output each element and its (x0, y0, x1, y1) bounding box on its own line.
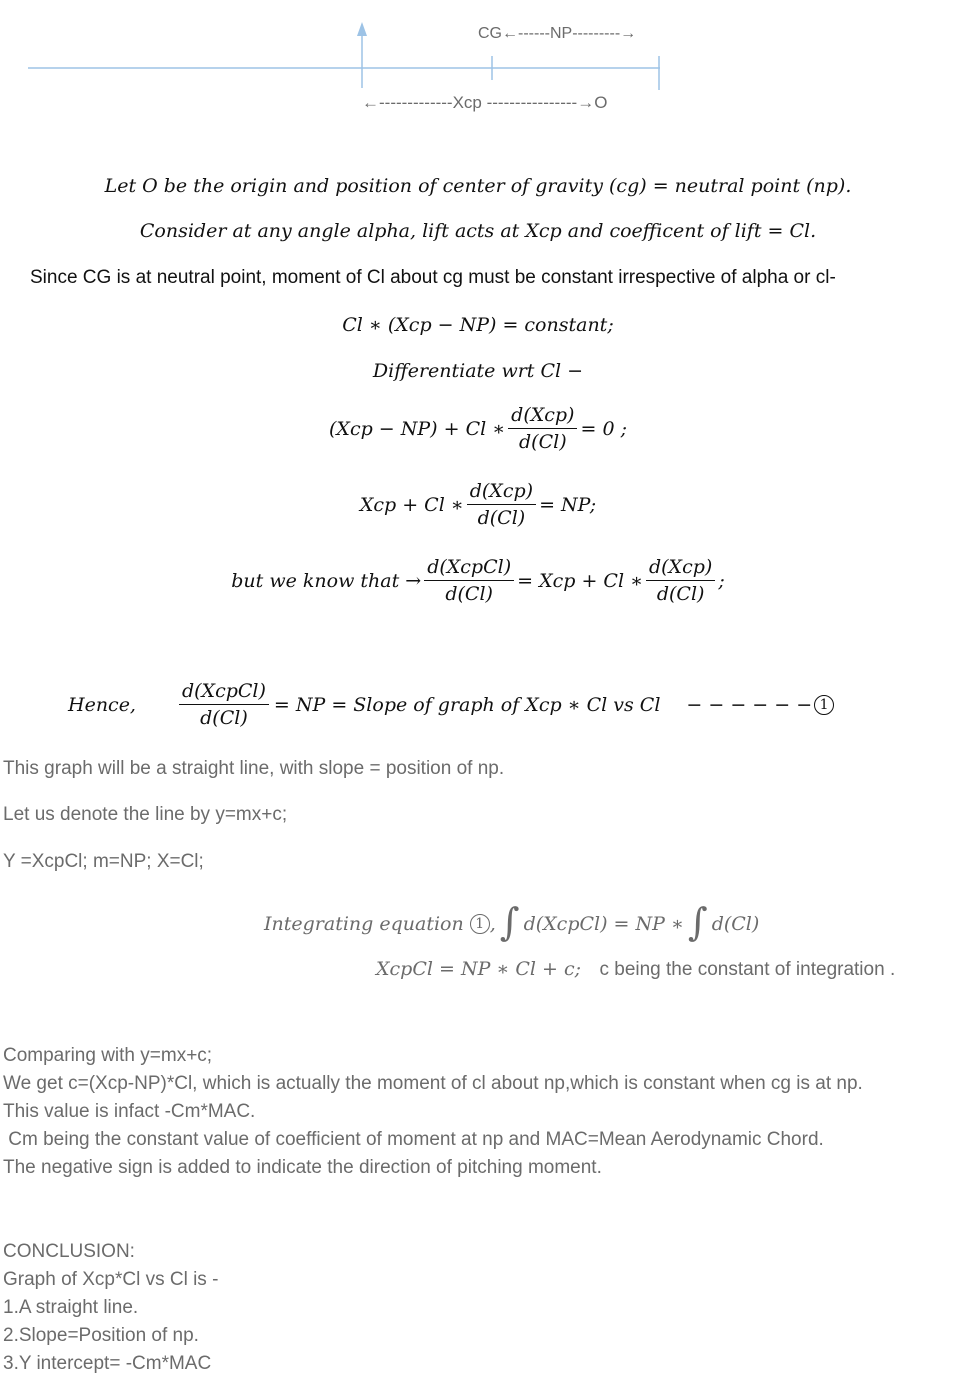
eq5-fraction-2 (646, 556, 715, 605)
eq5-fraction-1 (424, 556, 514, 605)
body-paragraph-2: Let us denote the line by y=mx+c; (3, 804, 288, 825)
equation-ref-circle: 1 (814, 695, 834, 715)
axis-diagram (0, 0, 956, 130)
conclusion-line: Graph of Xcp*Cl vs Cl is - (3, 1269, 219, 1290)
eq6-hence: Hence, (68, 693, 136, 716)
eq5-denominator-2: d(Cl) (656, 583, 705, 605)
integration-result: XcpCl = NP ∗ Cl + c; (376, 958, 582, 980)
conclusion-line: 2.Slope=Position of np. (3, 1325, 199, 1346)
equation-5 (0, 556, 956, 605)
integration-lhs: d(XcpCl) = NP ∗ (523, 913, 684, 935)
eq5-numerator-1: d(XcpCl) (424, 556, 514, 581)
equation-6 (68, 680, 834, 729)
xcp-label: ←-------------Xcp ----------------→O (362, 93, 608, 112)
cg-np-label: CG←------NP---------→ (478, 25, 637, 42)
body-paragraph-3: Y =XcpCl; m=NP; X=Cl; (3, 851, 204, 872)
intro-line-1: Let O be the origin and position of center of gravity (cg) = neutral point (np). (104, 175, 852, 197)
integration-line (264, 900, 760, 944)
eq6-numerator: d(XcpCl) (179, 680, 269, 705)
integral-sign-icon-2: ∫ (687, 900, 708, 944)
conclusion-block (3, 1238, 218, 1378)
conclusion-line: 1.A straight line. (3, 1297, 139, 1318)
comparison-line: This value is infact -Cm*MAC. (3, 1101, 256, 1122)
eq5-numerator-2: d(Xcp) (646, 556, 715, 581)
eq3-numerator: d(Xcp) (508, 404, 577, 429)
eq3-fraction (508, 404, 577, 453)
integration-comma: , (489, 913, 496, 935)
comparison-line: We get c=(Xcp-NP)*Cl, which is actually the moment of cl about np,which is constant when cg is at np. (3, 1073, 863, 1094)
integration-lead: Integrating equation (264, 913, 464, 935)
equation-3 (0, 404, 956, 453)
integration-note: c being the constant of integration . (599, 959, 896, 980)
integration-rhs: d(Cl) (711, 913, 760, 935)
eq4-left: Xcp + Cl ∗ (359, 493, 464, 516)
conclusion-line: 3.Y intercept= -Cm*MAC (3, 1353, 212, 1374)
eq4-denominator: d(Cl) (477, 507, 526, 529)
eq3-right: = 0 ; (580, 417, 627, 440)
equation-2: Differentiate wrt Cl − (372, 360, 584, 382)
eq6-denominator: d(Cl) (200, 707, 248, 729)
eq4-right: = NP; (539, 493, 597, 516)
equation-1: Cl ∗ (Xcp − NP) = constant; (342, 314, 614, 336)
comparison-line: Comparing with y=mx+c; (3, 1045, 213, 1066)
integration-ref-circle: 1 (470, 914, 490, 934)
integral-sign-icon: ∫ (499, 900, 520, 944)
eq4-numerator: d(Xcp) (467, 480, 536, 505)
intro-line-2: Consider at any angle alpha, lift acts at Xcp and coefficent of lift = Cl. (139, 220, 817, 242)
integration-result-line (376, 958, 895, 981)
eq6-fraction (179, 680, 269, 729)
eq6-right: = NP = Slope of graph of Xcp ∗ Cl vs Cl (273, 693, 661, 716)
eq5-denominator-1: d(Cl) (445, 583, 493, 605)
eq3-left: (Xcp − NP) + Cl ∗ (329, 417, 506, 440)
eq4-fraction (467, 480, 536, 529)
lift-arrow-head (357, 22, 367, 36)
intro-line-3: Since CG is at neutral point, moment of Cl about cg must be constant irrespective of alpha or cl- (30, 267, 836, 288)
comparison-line: The negative sign is added to indicate the direction of pitching moment. (3, 1157, 602, 1178)
eq3-denominator: d(Cl) (519, 431, 567, 453)
comparison-block (3, 1042, 863, 1182)
eq6-dashes: − − − − − − (686, 693, 813, 716)
eq5-right: ; (718, 569, 725, 592)
equation-4 (0, 480, 956, 529)
comparison-line: Cm being the constant value of coefficient of moment at np and MAC=Mean Aerodynamic Chord. (3, 1129, 824, 1150)
eq5-mid: = Xcp + Cl ∗ (517, 569, 643, 592)
conclusion-heading: CONCLUSION: (3, 1241, 135, 1262)
eq5-left: but we know that → (231, 569, 422, 592)
body-paragraph-1: This graph will be a straight line, with slope = position of np. (3, 758, 505, 779)
